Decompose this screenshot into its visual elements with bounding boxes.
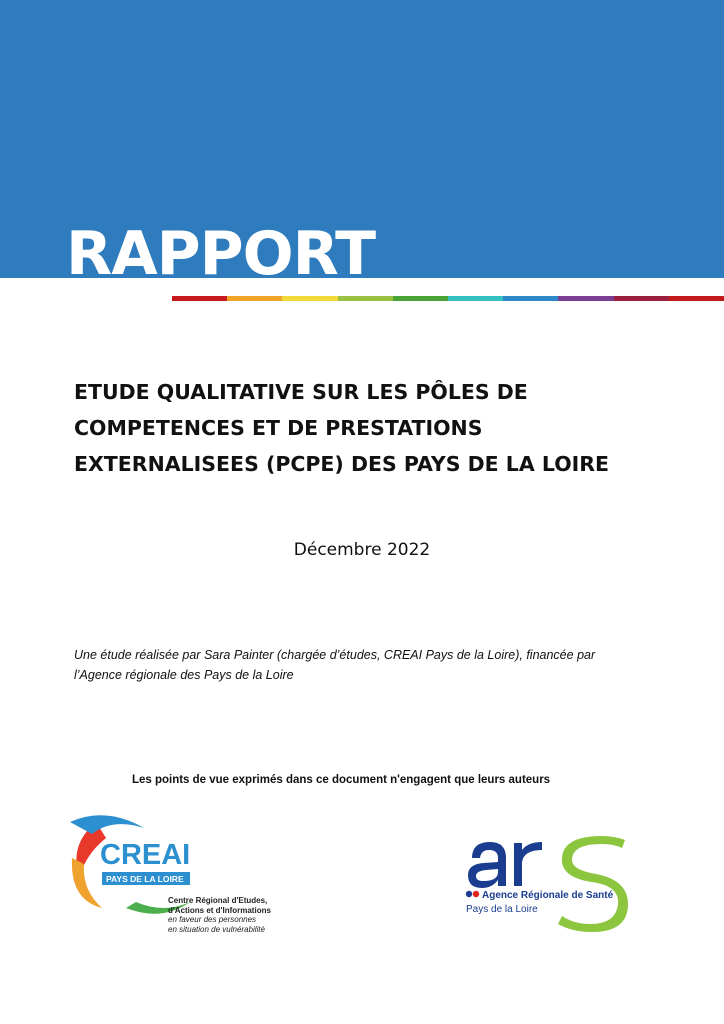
title-line: ETUDE QUALITATIVE SUR LES PÔLES DE <box>74 380 528 404</box>
ars-region: Pays de la Loire <box>466 904 538 915</box>
ars-dot-blue <box>466 891 472 897</box>
creai-swoosh-orange <box>72 858 102 908</box>
header-banner <box>0 0 724 278</box>
credits-line: Une étude réalisée par Sara Painter (chargée d’études, CREAI Pays de la Loire), financée par <box>74 648 596 662</box>
stripe-segment <box>393 296 448 301</box>
title-line: EXTERNALISEES (PCPE) DES PAYS DE LA LOIRE <box>74 452 610 476</box>
stripe-segment <box>503 296 558 301</box>
stripe-segment <box>172 296 227 301</box>
ars-agency-name: Agence Régionale de Santé <box>482 890 614 901</box>
creai-band-text: PAYS DE LA LOIRE <box>106 874 184 884</box>
credits-line: l’Agence régionale des Pays de la Loire <box>74 668 294 682</box>
ars-dot-red <box>473 891 479 897</box>
creai-subtitle <box>168 896 271 934</box>
report-label: RAPPORT <box>66 219 376 278</box>
creai-sub-line: en situation de vulnérabilité <box>168 924 265 934</box>
stripe-segment <box>448 296 503 301</box>
creai-sub-line: en faveur des personnes <box>168 915 257 924</box>
publication-date: Décembre 2022 <box>293 540 431 560</box>
creai-sub-line: d'Actions et d'Informations <box>168 905 271 915</box>
ars-logo <box>462 828 642 932</box>
ars-letter-a <box>468 842 506 888</box>
creai-swoosh-blue <box>70 815 144 834</box>
stripe-segment <box>227 296 282 301</box>
stripe-segment <box>669 296 724 301</box>
stripe-segment <box>558 296 613 301</box>
document-title <box>74 374 674 482</box>
ars-letter-r <box>514 842 542 886</box>
color-stripe <box>172 296 724 301</box>
credits <box>74 645 664 685</box>
creai-wordmark: CREAI <box>100 839 191 871</box>
stripe-segment <box>338 296 393 301</box>
stripe-segment <box>614 296 669 301</box>
disclaimer: Les points de vue exprimés dans ce document n'engagent que leurs auteurs <box>131 774 551 786</box>
ars-letter-s <box>558 836 628 932</box>
title-line: COMPETENCES ET DE PRESTATIONS <box>74 416 483 440</box>
creai-sub-line: Centre Régional d'Etudes, <box>168 896 268 905</box>
stripe-segment <box>282 296 337 301</box>
